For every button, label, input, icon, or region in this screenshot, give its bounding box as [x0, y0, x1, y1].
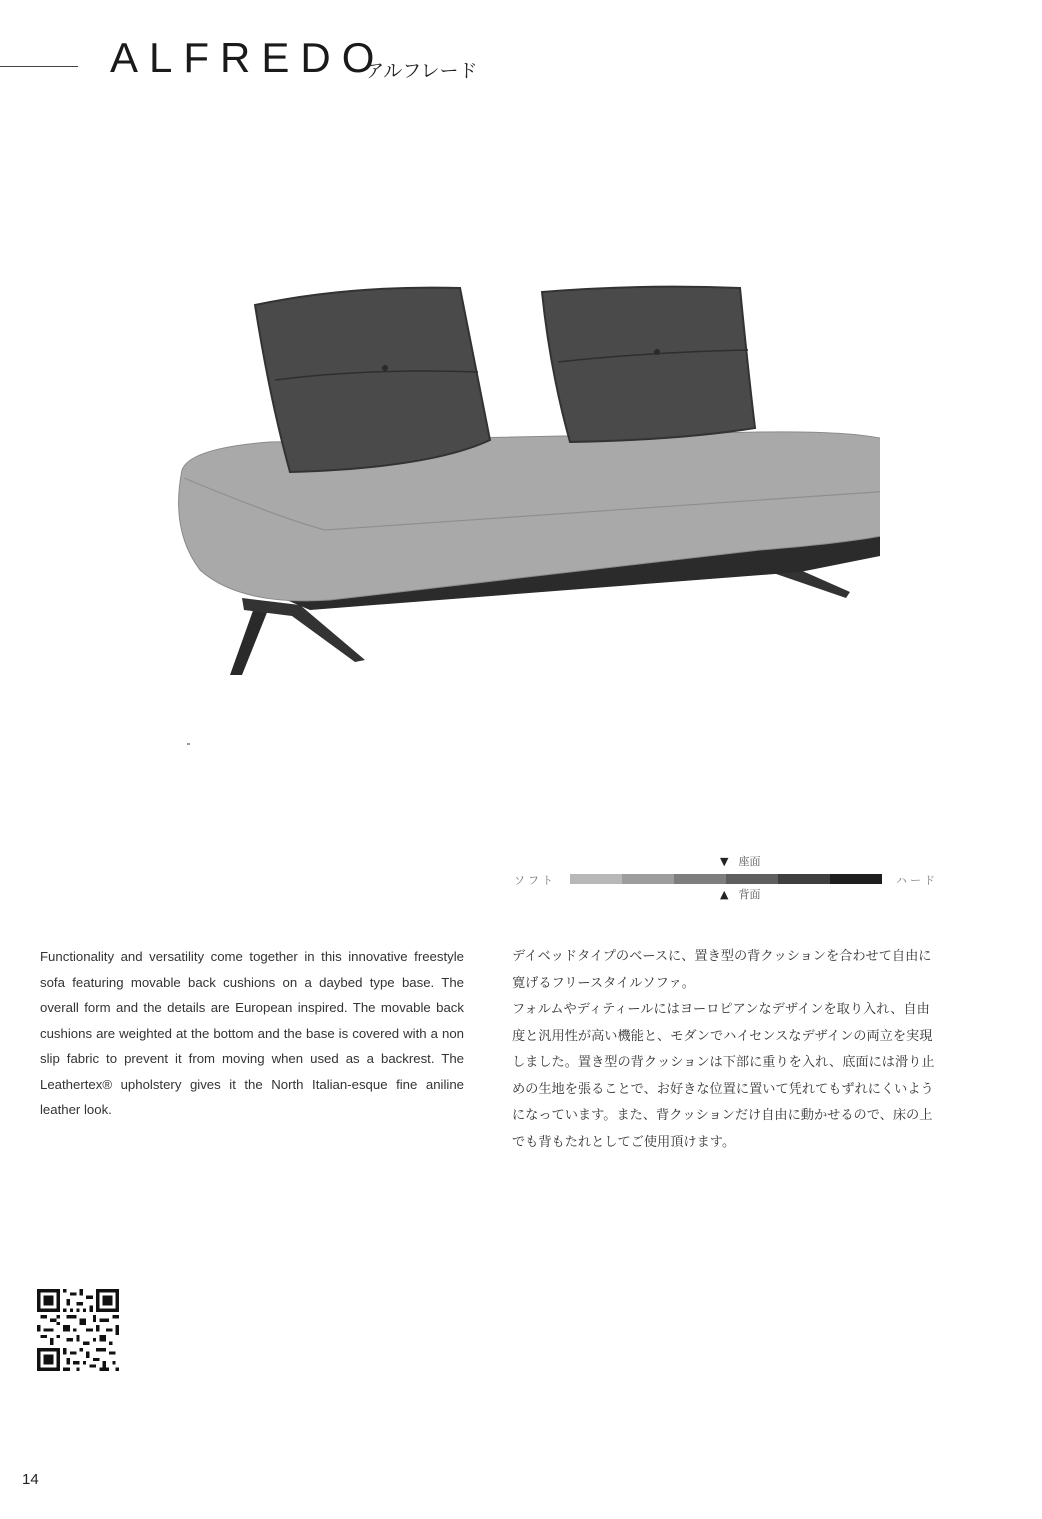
description-japanese-para-1: デイベッドタイプのベースに、置き型の背クッションを合わせて自由に寛げるフリースタイルソファ。 — [512, 949, 932, 991]
qr-code[interactable] — [37, 1289, 119, 1371]
title-rule — [0, 66, 78, 67]
soft-label: ソフト — [514, 874, 556, 887]
scale-segment-3 — [674, 874, 726, 884]
page-title-kana: アルフレード — [365, 60, 478, 82]
firmness-scale — [508, 850, 948, 910]
scale-segment-5 — [778, 874, 830, 884]
firmness-gradient-bar — [570, 874, 882, 884]
description-japanese — [512, 944, 940, 1156]
page-number: 14 — [22, 1471, 39, 1488]
triangle-up-icon: ▲ — [720, 888, 729, 901]
back-marker — [720, 886, 760, 902]
page-title: ALFREDO — [110, 34, 386, 81]
seat-label: 座面 — [738, 855, 761, 868]
description-english — [40, 944, 464, 1123]
scale-segment-6 — [830, 874, 882, 884]
sofa-illustration — [160, 280, 880, 680]
scale-segment-1 — [570, 874, 622, 884]
scan-speck — [187, 743, 190, 745]
description-japanese-para-2: フォルムやディティールにはヨーロピアンなデザインを取り入れ、自由度と汎用性が高い機能と、モダンでハイセンスなデザインの両立を実現しました。置き型の背クッションは下部に重りを入れ、底面には滑り止めの生地を張ることで、お好きな位置に置いて凭れてもずれにくいようになっています。また、背クッションだけ自由に動かせるので、床の上でも背もたれとしてご使用頂けます。 — [512, 1002, 935, 1150]
description-english-text: Functionality and versatility come together in this innovative freestyle sofa featuring movable back cushions on a daybed type base. The overall form and the details are European inspired. The movable back cushions are weighted at the bottom and the base is covered with a non slip fabric to prevent it from moving when used as a backrest. The Leathertex® upholstery gives it the North Italian-esque fine aniline leather look. — [40, 949, 464, 1117]
scale-segment-2 — [622, 874, 674, 884]
scale-segment-4 — [726, 874, 778, 884]
triangle-down-icon: ▼ — [720, 855, 729, 868]
back-label: 背面 — [738, 888, 761, 901]
hard-label: ハード — [896, 874, 938, 887]
seat-marker — [720, 853, 760, 869]
